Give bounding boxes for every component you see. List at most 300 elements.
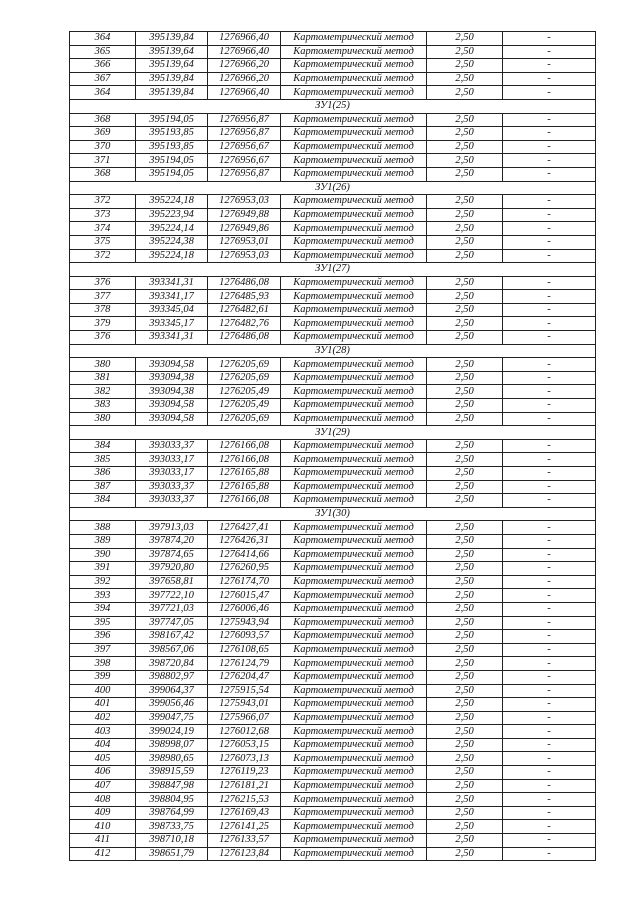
table-row (70, 834, 596, 848)
note-cell: - (503, 779, 596, 793)
point-number-cell: 376 (70, 276, 136, 290)
y-coordinate-cell: 1276953,01 (208, 235, 281, 249)
note-cell: - (503, 793, 596, 807)
point-number-cell: 386 (70, 467, 136, 481)
x-coordinate-cell: 398733,75 (136, 820, 208, 834)
section-title: ЗУ1(29) (70, 426, 596, 440)
accuracy-cell: 2,50 (427, 616, 503, 630)
y-coordinate-cell: 1276966,40 (208, 86, 281, 100)
x-coordinate-cell: 395139,84 (136, 32, 208, 46)
method-cell: Картометрический метод (281, 793, 427, 807)
method-cell: Картометрический метод (281, 208, 427, 222)
y-coordinate-cell: 1276966,20 (208, 59, 281, 73)
point-number-cell: 404 (70, 738, 136, 752)
table-row (70, 725, 596, 739)
x-coordinate-cell: 397913,03 (136, 521, 208, 535)
accuracy-cell: 2,50 (427, 589, 503, 603)
table-row (70, 140, 596, 154)
y-coordinate-cell: 1276486,08 (208, 276, 281, 290)
method-cell: Картометрический метод (281, 779, 427, 793)
note-cell: - (503, 698, 596, 712)
table-row (70, 72, 596, 86)
x-coordinate-cell: 393341,17 (136, 290, 208, 304)
x-coordinate-cell: 395224,18 (136, 249, 208, 263)
x-coordinate-cell: 395194,05 (136, 167, 208, 181)
x-coordinate-cell: 398847,98 (136, 779, 208, 793)
method-cell: Картометрический метод (281, 303, 427, 317)
method-cell: Картометрический метод (281, 806, 427, 820)
note-cell: - (503, 725, 596, 739)
y-coordinate-cell: 1276165,88 (208, 467, 281, 481)
accuracy-cell: 2,50 (427, 670, 503, 684)
section-title: ЗУ1(30) (70, 507, 596, 521)
note-cell: - (503, 59, 596, 73)
note-cell: - (503, 195, 596, 209)
point-number-cell: 397 (70, 643, 136, 657)
note-cell: - (503, 630, 596, 644)
note-cell: - (503, 453, 596, 467)
method-cell: Картометрический метод (281, 249, 427, 263)
y-coordinate-cell: 1276956,67 (208, 154, 281, 168)
y-coordinate-cell: 1276166,08 (208, 439, 281, 453)
x-coordinate-cell: 395224,38 (136, 235, 208, 249)
point-number-cell: 368 (70, 167, 136, 181)
table-row (70, 480, 596, 494)
method-cell: Картометрический метод (281, 711, 427, 725)
x-coordinate-cell: 398915,59 (136, 766, 208, 780)
point-number-cell: 409 (70, 806, 136, 820)
method-cell: Картометрический метод (281, 439, 427, 453)
method-cell: Картометрический метод (281, 86, 427, 100)
y-coordinate-cell: 1276133,57 (208, 834, 281, 848)
table-row (70, 630, 596, 644)
point-number-cell: 376 (70, 331, 136, 345)
y-coordinate-cell: 1276414,66 (208, 548, 281, 562)
section-title: ЗУ1(25) (70, 99, 596, 113)
table-row (70, 657, 596, 671)
note-cell: - (503, 276, 596, 290)
method-cell: Картометрический метод (281, 670, 427, 684)
accuracy-cell: 2,50 (427, 385, 503, 399)
section-header-row (70, 99, 596, 113)
y-coordinate-cell: 1276073,13 (208, 752, 281, 766)
point-number-cell: 388 (70, 521, 136, 535)
y-coordinate-cell: 1276204,47 (208, 670, 281, 684)
x-coordinate-cell: 393094,38 (136, 385, 208, 399)
method-cell: Картометрический метод (281, 575, 427, 589)
table-row (70, 195, 596, 209)
point-number-cell: 392 (70, 575, 136, 589)
y-coordinate-cell: 1276169,43 (208, 806, 281, 820)
accuracy-cell: 2,50 (427, 834, 503, 848)
y-coordinate-cell: 1276482,61 (208, 303, 281, 317)
point-number-cell: 403 (70, 725, 136, 739)
method-cell: Картометрический метод (281, 32, 427, 46)
note-cell: - (503, 113, 596, 127)
point-number-cell: 381 (70, 371, 136, 385)
y-coordinate-cell: 1276966,20 (208, 72, 281, 86)
y-coordinate-cell: 1276427,41 (208, 521, 281, 535)
method-cell: Картометрический метод (281, 616, 427, 630)
point-number-cell: 371 (70, 154, 136, 168)
method-cell: Картометрический метод (281, 657, 427, 671)
point-number-cell: 396 (70, 630, 136, 644)
note-cell: - (503, 534, 596, 548)
table-row (70, 589, 596, 603)
x-coordinate-cell: 399056,46 (136, 698, 208, 712)
accuracy-cell: 2,50 (427, 32, 503, 46)
section-title: ЗУ1(26) (70, 181, 596, 195)
accuracy-cell: 2,50 (427, 548, 503, 562)
note-cell: - (503, 371, 596, 385)
accuracy-cell: 2,50 (427, 72, 503, 86)
accuracy-cell: 2,50 (427, 208, 503, 222)
method-cell: Картометрический метод (281, 385, 427, 399)
accuracy-cell: 2,50 (427, 317, 503, 331)
y-coordinate-cell: 1276093,57 (208, 630, 281, 644)
point-number-cell: 410 (70, 820, 136, 834)
x-coordinate-cell: 398804,95 (136, 793, 208, 807)
point-number-cell: 380 (70, 412, 136, 426)
method-cell: Картометрический метод (281, 820, 427, 834)
y-coordinate-cell: 1276174,70 (208, 575, 281, 589)
accuracy-cell: 2,50 (427, 820, 503, 834)
y-coordinate-cell: 1276166,08 (208, 453, 281, 467)
note-cell: - (503, 154, 596, 168)
y-coordinate-cell: 1276181,21 (208, 779, 281, 793)
point-number-cell: 393 (70, 589, 136, 603)
method-cell: Картометрический метод (281, 453, 427, 467)
note-cell: - (503, 766, 596, 780)
x-coordinate-cell: 395139,64 (136, 59, 208, 73)
table-row (70, 32, 596, 46)
y-coordinate-cell: 1276949,88 (208, 208, 281, 222)
table-row (70, 779, 596, 793)
x-coordinate-cell: 397721,03 (136, 602, 208, 616)
table-row (70, 616, 596, 630)
accuracy-cell: 2,50 (427, 140, 503, 154)
y-coordinate-cell: 1276124,79 (208, 657, 281, 671)
point-number-cell: 380 (70, 358, 136, 372)
method-cell: Картометрический метод (281, 72, 427, 86)
method-cell: Картометрический метод (281, 752, 427, 766)
method-cell: Картометрический метод (281, 467, 427, 481)
accuracy-cell: 2,50 (427, 684, 503, 698)
accuracy-cell: 2,50 (427, 806, 503, 820)
x-coordinate-cell: 395223,94 (136, 208, 208, 222)
x-coordinate-cell: 395139,84 (136, 86, 208, 100)
point-number-cell: 369 (70, 127, 136, 141)
y-coordinate-cell: 1276956,87 (208, 167, 281, 181)
x-coordinate-cell: 399064,37 (136, 684, 208, 698)
note-cell: - (503, 32, 596, 46)
y-coordinate-cell: 1276953,03 (208, 249, 281, 263)
x-coordinate-cell: 395139,64 (136, 45, 208, 59)
x-coordinate-cell: 397874,65 (136, 548, 208, 562)
accuracy-cell: 2,50 (427, 725, 503, 739)
accuracy-cell: 2,50 (427, 453, 503, 467)
table-row (70, 453, 596, 467)
y-coordinate-cell: 1276205,49 (208, 399, 281, 413)
method-cell: Картометрический метод (281, 684, 427, 698)
table-row (70, 575, 596, 589)
table-row (70, 154, 596, 168)
table-row (70, 847, 596, 861)
x-coordinate-cell: 398167,42 (136, 630, 208, 644)
accuracy-cell: 2,50 (427, 276, 503, 290)
note-cell: - (503, 412, 596, 426)
table-row (70, 602, 596, 616)
accuracy-cell: 2,50 (427, 657, 503, 671)
y-coordinate-cell: 1276956,67 (208, 140, 281, 154)
x-coordinate-cell: 397920,80 (136, 562, 208, 576)
x-coordinate-cell: 395224,18 (136, 195, 208, 209)
table-row (70, 59, 596, 73)
x-coordinate-cell: 393094,58 (136, 412, 208, 426)
accuracy-cell: 2,50 (427, 412, 503, 426)
y-coordinate-cell: 1276966,40 (208, 45, 281, 59)
point-number-cell: 383 (70, 399, 136, 413)
table-row (70, 562, 596, 576)
point-number-cell: 394 (70, 602, 136, 616)
point-number-cell: 372 (70, 195, 136, 209)
table-row (70, 534, 596, 548)
accuracy-cell: 2,50 (427, 154, 503, 168)
x-coordinate-cell: 393033,37 (136, 480, 208, 494)
note-cell: - (503, 847, 596, 861)
method-cell: Картометрический метод (281, 317, 427, 331)
coordinates-table-body (70, 32, 596, 861)
y-coordinate-cell: 1276426,31 (208, 534, 281, 548)
note-cell: - (503, 222, 596, 236)
table-row (70, 113, 596, 127)
method-cell: Картометрический метод (281, 589, 427, 603)
accuracy-cell: 2,50 (427, 562, 503, 576)
method-cell: Картометрический метод (281, 331, 427, 345)
y-coordinate-cell: 1276053,15 (208, 738, 281, 752)
table-row (70, 820, 596, 834)
method-cell: Картометрический метод (281, 59, 427, 73)
accuracy-cell: 2,50 (427, 399, 503, 413)
x-coordinate-cell: 398720,84 (136, 657, 208, 671)
accuracy-cell: 2,50 (427, 303, 503, 317)
note-cell: - (503, 127, 596, 141)
note-cell: - (503, 834, 596, 848)
x-coordinate-cell: 393033,37 (136, 494, 208, 508)
point-number-cell: 411 (70, 834, 136, 848)
accuracy-cell: 2,50 (427, 698, 503, 712)
y-coordinate-cell: 1276260,95 (208, 562, 281, 576)
point-number-cell: 391 (70, 562, 136, 576)
note-cell: - (503, 140, 596, 154)
accuracy-cell: 2,50 (427, 494, 503, 508)
accuracy-cell: 2,50 (427, 222, 503, 236)
method-cell: Картометрический метод (281, 290, 427, 304)
accuracy-cell: 2,50 (427, 467, 503, 481)
table-row (70, 643, 596, 657)
y-coordinate-cell: 1276012,68 (208, 725, 281, 739)
x-coordinate-cell: 395193,85 (136, 127, 208, 141)
table-row (70, 127, 596, 141)
x-coordinate-cell: 398567,06 (136, 643, 208, 657)
x-coordinate-cell: 393094,58 (136, 399, 208, 413)
coordinates-table (69, 31, 596, 861)
table-row (70, 317, 596, 331)
method-cell: Картометрический метод (281, 412, 427, 426)
accuracy-cell: 2,50 (427, 738, 503, 752)
x-coordinate-cell: 395139,84 (136, 72, 208, 86)
y-coordinate-cell: 1276953,03 (208, 195, 281, 209)
note-cell: - (503, 86, 596, 100)
method-cell: Картометрический метод (281, 521, 427, 535)
point-number-cell: 406 (70, 766, 136, 780)
x-coordinate-cell: 393033,17 (136, 467, 208, 481)
x-coordinate-cell: 398998,07 (136, 738, 208, 752)
accuracy-cell: 2,50 (427, 793, 503, 807)
method-cell: Картометрический метод (281, 480, 427, 494)
accuracy-cell: 2,50 (427, 167, 503, 181)
note-cell: - (503, 358, 596, 372)
x-coordinate-cell: 393345,17 (136, 317, 208, 331)
method-cell: Картометрический метод (281, 195, 427, 209)
method-cell: Картометрический метод (281, 358, 427, 372)
x-coordinate-cell: 393033,17 (136, 453, 208, 467)
accuracy-cell: 2,50 (427, 113, 503, 127)
method-cell: Картометрический метод (281, 494, 427, 508)
table-row (70, 249, 596, 263)
note-cell: - (503, 670, 596, 684)
accuracy-cell: 2,50 (427, 752, 503, 766)
method-cell: Картометрический метод (281, 630, 427, 644)
note-cell: - (503, 235, 596, 249)
point-number-cell: 364 (70, 86, 136, 100)
table-row (70, 399, 596, 413)
table-row (70, 208, 596, 222)
table-row (70, 371, 596, 385)
x-coordinate-cell: 397658,81 (136, 575, 208, 589)
accuracy-cell: 2,50 (427, 290, 503, 304)
note-cell: - (503, 711, 596, 725)
point-number-cell: 407 (70, 779, 136, 793)
note-cell: - (503, 72, 596, 86)
point-number-cell: 370 (70, 140, 136, 154)
y-coordinate-cell: 1275943,01 (208, 698, 281, 712)
x-coordinate-cell: 398802,97 (136, 670, 208, 684)
note-cell: - (503, 494, 596, 508)
x-coordinate-cell: 395224,14 (136, 222, 208, 236)
point-number-cell: 384 (70, 439, 136, 453)
x-coordinate-cell: 395194,05 (136, 113, 208, 127)
point-number-cell: 412 (70, 847, 136, 861)
accuracy-cell: 2,50 (427, 86, 503, 100)
point-number-cell: 385 (70, 453, 136, 467)
note-cell: - (503, 290, 596, 304)
note-cell: - (503, 331, 596, 345)
x-coordinate-cell: 395194,05 (136, 154, 208, 168)
accuracy-cell: 2,50 (427, 711, 503, 725)
point-number-cell: 374 (70, 222, 136, 236)
table-row (70, 548, 596, 562)
note-cell: - (503, 806, 596, 820)
note-cell: - (503, 589, 596, 603)
accuracy-cell: 2,50 (427, 127, 503, 141)
method-cell: Картометрический метод (281, 725, 427, 739)
section-header-row (70, 507, 596, 521)
table-row (70, 698, 596, 712)
section-header-row (70, 344, 596, 358)
note-cell: - (503, 208, 596, 222)
method-cell: Картометрический метод (281, 167, 427, 181)
method-cell: Картометрический метод (281, 766, 427, 780)
note-cell: - (503, 467, 596, 481)
x-coordinate-cell: 395193,85 (136, 140, 208, 154)
table-row (70, 358, 596, 372)
note-cell: - (503, 752, 596, 766)
note-cell: - (503, 616, 596, 630)
table-row (70, 711, 596, 725)
accuracy-cell: 2,50 (427, 575, 503, 589)
method-cell: Картометрический метод (281, 847, 427, 861)
table-row (70, 290, 596, 304)
point-number-cell: 387 (70, 480, 136, 494)
point-number-cell: 378 (70, 303, 136, 317)
point-number-cell: 364 (70, 32, 136, 46)
accuracy-cell: 2,50 (427, 331, 503, 345)
point-number-cell: 408 (70, 793, 136, 807)
y-coordinate-cell: 1276166,08 (208, 494, 281, 508)
note-cell: - (503, 385, 596, 399)
method-cell: Картометрический метод (281, 154, 427, 168)
accuracy-cell: 2,50 (427, 779, 503, 793)
y-coordinate-cell: 1276215,53 (208, 793, 281, 807)
point-number-cell: 390 (70, 548, 136, 562)
point-number-cell: 405 (70, 752, 136, 766)
table-row (70, 86, 596, 100)
point-number-cell: 389 (70, 534, 136, 548)
x-coordinate-cell: 393094,58 (136, 358, 208, 372)
table-row (70, 303, 596, 317)
method-cell: Картометрический метод (281, 222, 427, 236)
note-cell: - (503, 303, 596, 317)
x-coordinate-cell: 398980,65 (136, 752, 208, 766)
x-coordinate-cell: 399047,75 (136, 711, 208, 725)
point-number-cell: 367 (70, 72, 136, 86)
y-coordinate-cell: 1276956,87 (208, 113, 281, 127)
y-coordinate-cell: 1276485,93 (208, 290, 281, 304)
point-number-cell: 382 (70, 385, 136, 399)
table-row (70, 467, 596, 481)
y-coordinate-cell: 1276165,88 (208, 480, 281, 494)
y-coordinate-cell: 1276205,69 (208, 412, 281, 426)
table-row (70, 806, 596, 820)
point-number-cell: 398 (70, 657, 136, 671)
method-cell: Картометрический метод (281, 235, 427, 249)
point-number-cell: 384 (70, 494, 136, 508)
note-cell: - (503, 439, 596, 453)
accuracy-cell: 2,50 (427, 521, 503, 535)
table-row (70, 167, 596, 181)
table-row (70, 222, 596, 236)
table-row (70, 793, 596, 807)
point-number-cell: 402 (70, 711, 136, 725)
accuracy-cell: 2,50 (427, 847, 503, 861)
table-row (70, 276, 596, 290)
y-coordinate-cell: 1276205,49 (208, 385, 281, 399)
point-number-cell: 373 (70, 208, 136, 222)
note-cell: - (503, 249, 596, 263)
x-coordinate-cell: 398764,99 (136, 806, 208, 820)
section-header-row (70, 426, 596, 440)
